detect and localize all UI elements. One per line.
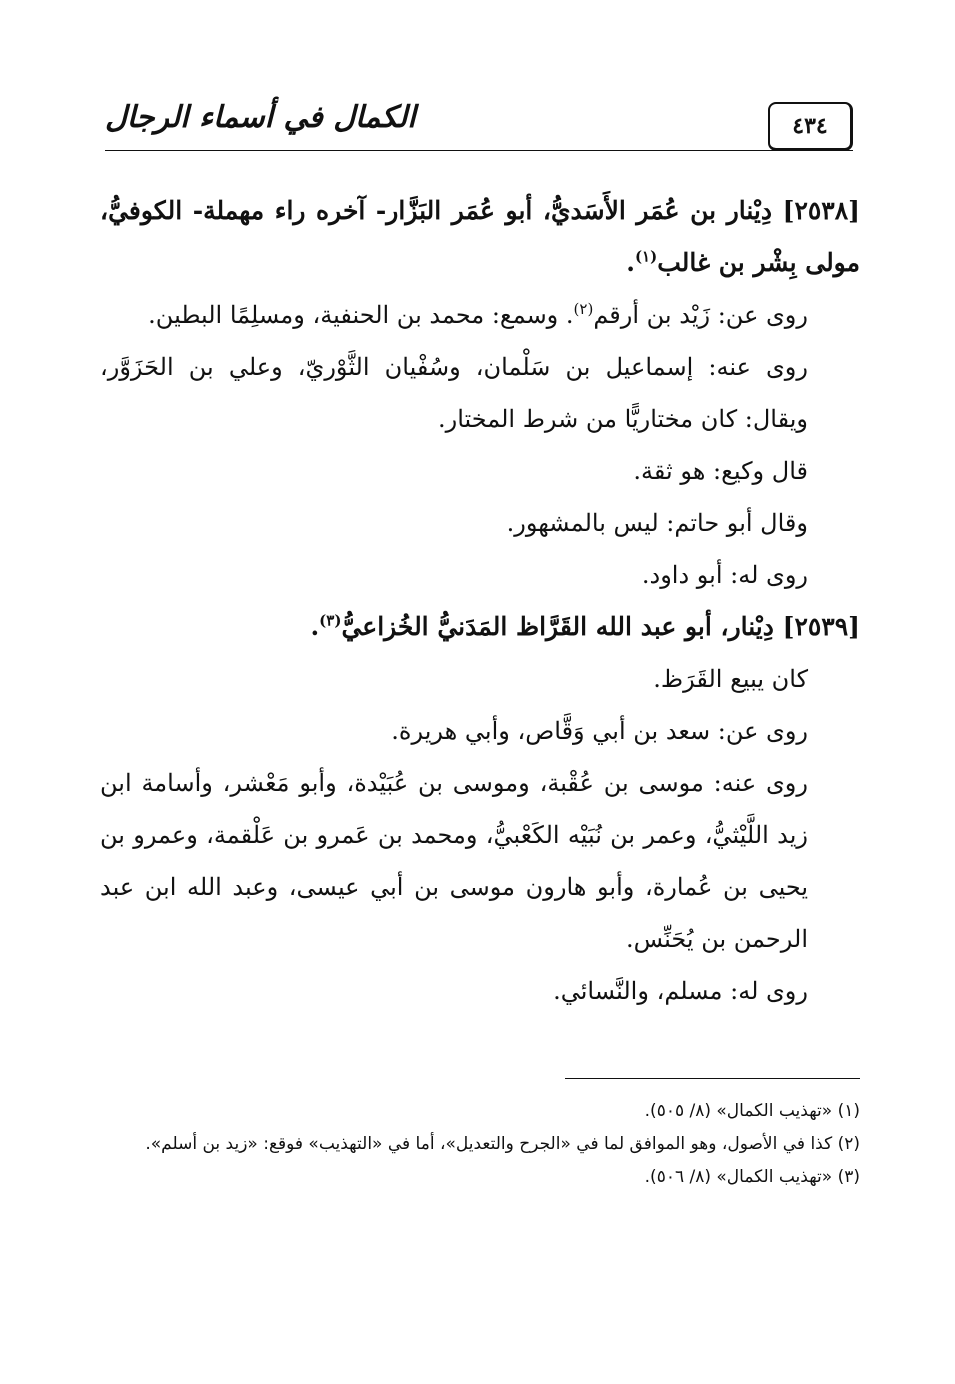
footnote-1: (١) «تهذيب الكمال» (٨/ ٥٠٥).	[644, 1101, 860, 1121]
footnote-ref-3[interactable]: (٣)	[319, 611, 342, 630]
paragraph-narrated-for: روى له: أبو داود.	[641, 561, 808, 589]
footnote-3: (٣) «تهذيب الكمال» (٨/ ٥٠٦).	[644, 1167, 860, 1187]
paragraph-waki: قال وكيع: هو ثقة.	[633, 457, 808, 485]
paragraph-narrated-by-2: روى عنه: موسى بن عُقْبة، وموسى بن عُبَيْدة، وأبو مَعْشر، وأسامة ابن زيد اللَّيْثيُّ، وعمر بن نُبَيْه الكَعْبيُّ، ومحمد بن عَمرو بن عَلْقمة، وعمرو بن يحيى بن عُمارة، وأبو هارون موسى بن أبي عيسى، وعبد الله ابن عبد الرحمن بن يُحَنِّس.	[100, 769, 808, 953]
page-number: ٤٣٤	[792, 113, 828, 139]
footnote-rule	[565, 1078, 860, 1079]
page-number-box	[768, 102, 853, 151]
footnotes	[100, 1095, 860, 1194]
entry-heading-2539: [٢٥٣٩] دِيْنار، أبو عبد الله القَرَّاظ المَدَنيُّ الخُزاعيُّ$^{(٣)}$.	[310, 611, 860, 641]
main-text	[100, 185, 860, 1017]
paragraph-occupation: كان يبيع القَرَظ.	[653, 665, 808, 693]
paragraph-abu-hatim: وقال أبو حاتم: ليس بالمشهور.	[506, 509, 808, 537]
footnote-2: (٢) كذا في الأصول، وهو الموافق لما في «الجرح والتعديل»، أما في «التهذيب» فوقع: «زيد بن أسلم».	[145, 1134, 860, 1154]
page-header	[105, 92, 853, 156]
entry-heading-2538: [٢٥٣٨] دِيْنار بن عُمَر الأَسَديُّ، أبو عُمَر البَزَّار- آخره راء مهملة- الكوفيُّ، مولى بِشْر بن غالب$^{(١)}$.	[100, 196, 860, 277]
header-rule	[105, 150, 853, 151]
footnote-ref-2[interactable]: (٢)	[573, 300, 594, 318]
paragraph-narrated-from-2: روى عن: سعد بن أبي وَقَّاص، وأبي هريرة.	[391, 717, 808, 745]
paragraph-narrated-by: روى عنه: إسماعيل بن سَلْمان، وسُفْيان الثَّوْريّ، وعلي بن الحَزَوَّر، ويقال: كان مختاريًّا من شرط المختار.	[100, 353, 808, 433]
footnote-ref-1[interactable]: (١)	[634, 247, 658, 266]
paragraph-narrated-from: روى عن: زَيْد بن أرقم$^{(٢)}$. وسمع: محمد بن الحنفية، ومسلِمًا البطين.	[148, 300, 808, 329]
running-title: الكمال في أسماء الرجال	[105, 100, 416, 135]
paragraph-narrated-for-2: روى له: مسلم، والنَّسائي.	[553, 977, 808, 1005]
